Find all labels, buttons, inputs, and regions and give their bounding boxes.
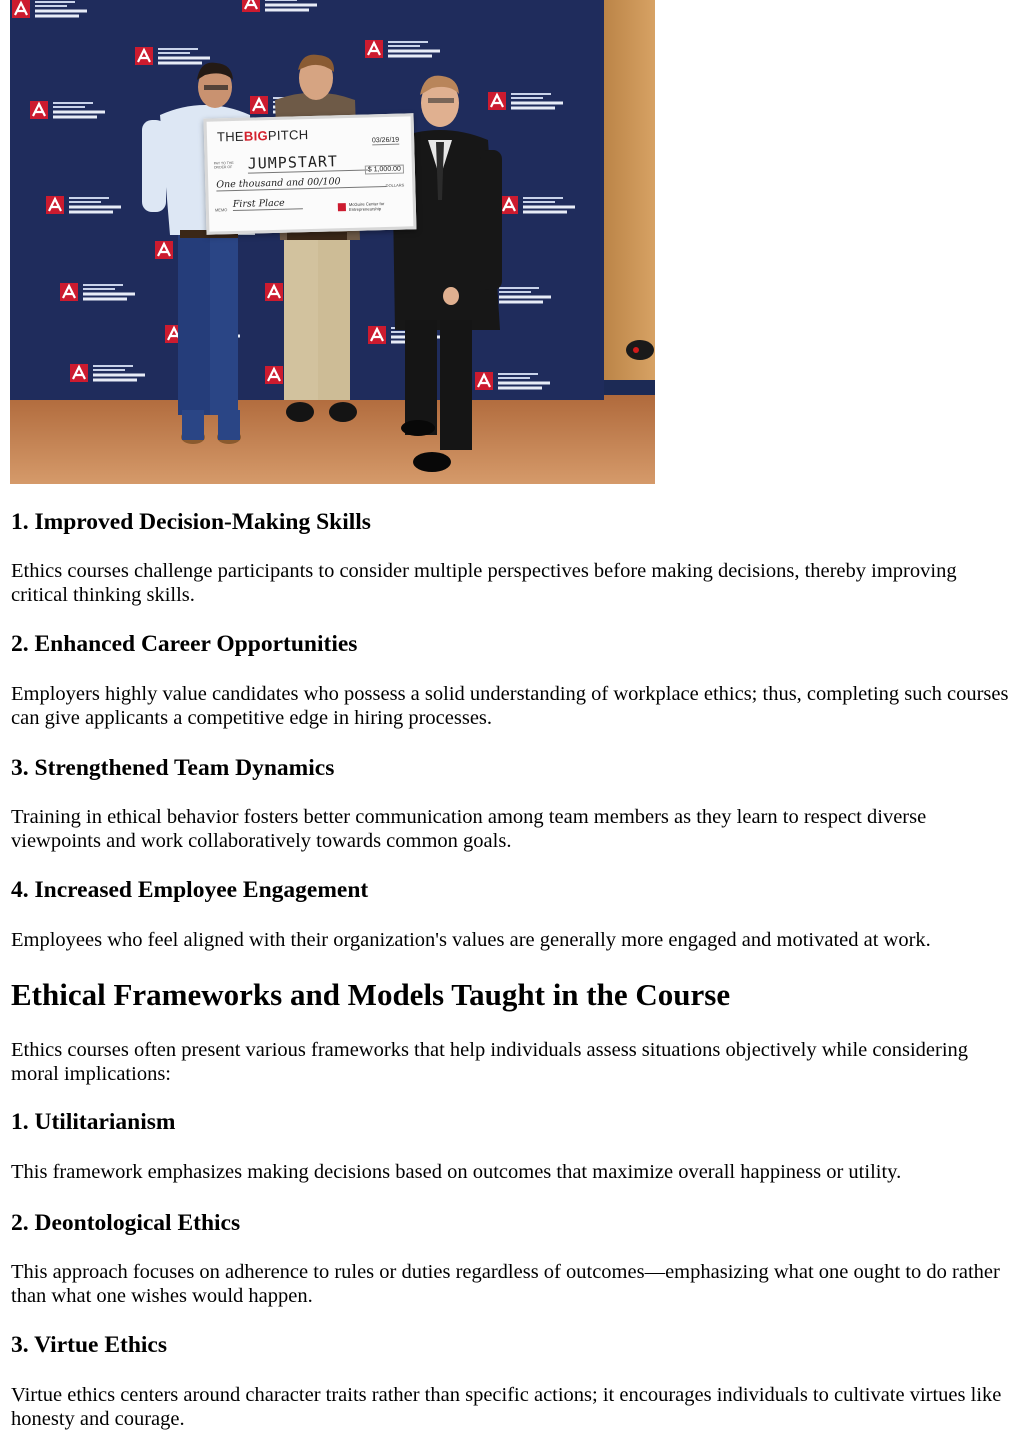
benefit-heading-3: 3. Strengthened Team Dynamics [11, 755, 335, 781]
floor-light [626, 340, 654, 360]
check-pay-to-label: PAY TO THE ORDER OF [213, 160, 234, 170]
frameworks-intro: Ethics courses often present various frameworks that help individuals assess situations objectively while considering moral implications: [11, 1039, 969, 1085]
check-brand-accent: BIG [243, 128, 269, 144]
framework-heading-1: 1. Utilitarianism [11, 1109, 176, 1135]
person-middle [275, 55, 360, 422]
frameworks-heading: Ethical Frameworks and Models Taught in the Course [11, 977, 731, 1012]
wall [600, 0, 655, 380]
benefit-text-3: Training in ethical behavior fosters better communication among team members as they learn to respect diverse viewpoints and work collaboratively towards common goals. [11, 806, 927, 852]
benefit-text-1: Ethics courses challenge participants to consider multiple perspectives before making decisions, thereby improving critical thinking skills. [11, 560, 957, 606]
check-payee: JUMPSTART [247, 151, 367, 173]
check-brand-prefix: THE [216, 128, 245, 145]
event-photo [10, 0, 655, 484]
check-memo: First Place [233, 197, 303, 211]
check-memo-label: MEMO [214, 207, 228, 213]
check-footer: McGuire Center for Entrepreneurship [348, 201, 385, 212]
benefit-heading-1: 1. Improved Decision-Making Skills [11, 509, 371, 535]
check-dollars-label: DOLLARS [385, 182, 405, 189]
check-brand-suffix: PITCH [267, 127, 309, 144]
check-logo-icon [338, 203, 346, 211]
big-check [204, 113, 417, 234]
benefit-heading-4: 4. Increased Employee Engagement [11, 877, 369, 903]
check-date: 03/26/19 [371, 136, 400, 145]
framework-text-1: This framework emphasizes making decisions based on outcomes that maximize overall happiness or utility. [11, 1161, 902, 1183]
framework-heading-2: 2. Deontological Ethics [11, 1210, 241, 1236]
framework-heading-3: 3. Virtue Ethics [11, 1332, 168, 1358]
framework-text-3: Virtue ethics centers around character traits rather than specific actions; it encourages individuals to cultivate virtues like honesty and courage. [11, 1384, 1002, 1430]
benefit-text-4: Employees who feel aligned with their organization's values are generally more engaged and motivated at work. [11, 929, 931, 951]
benefit-heading-2: 2. Enhanced Career Opportunities [11, 631, 358, 657]
check-amount: $ 1,000.00 [365, 165, 404, 175]
check-amount-words: One thousand and 00/100 [216, 175, 386, 191]
framework-text-2: This approach focuses on adherence to rules or duties regardless of outcomes—emphasizing what one ought to do rather than what one wishes would happen. [11, 1261, 1000, 1307]
benefit-text-2: Employers highly value candidates who possess a solid understanding of workplace ethics; thus, completing such courses can give applicants a competitive edge in hiring processes. [11, 683, 1009, 729]
